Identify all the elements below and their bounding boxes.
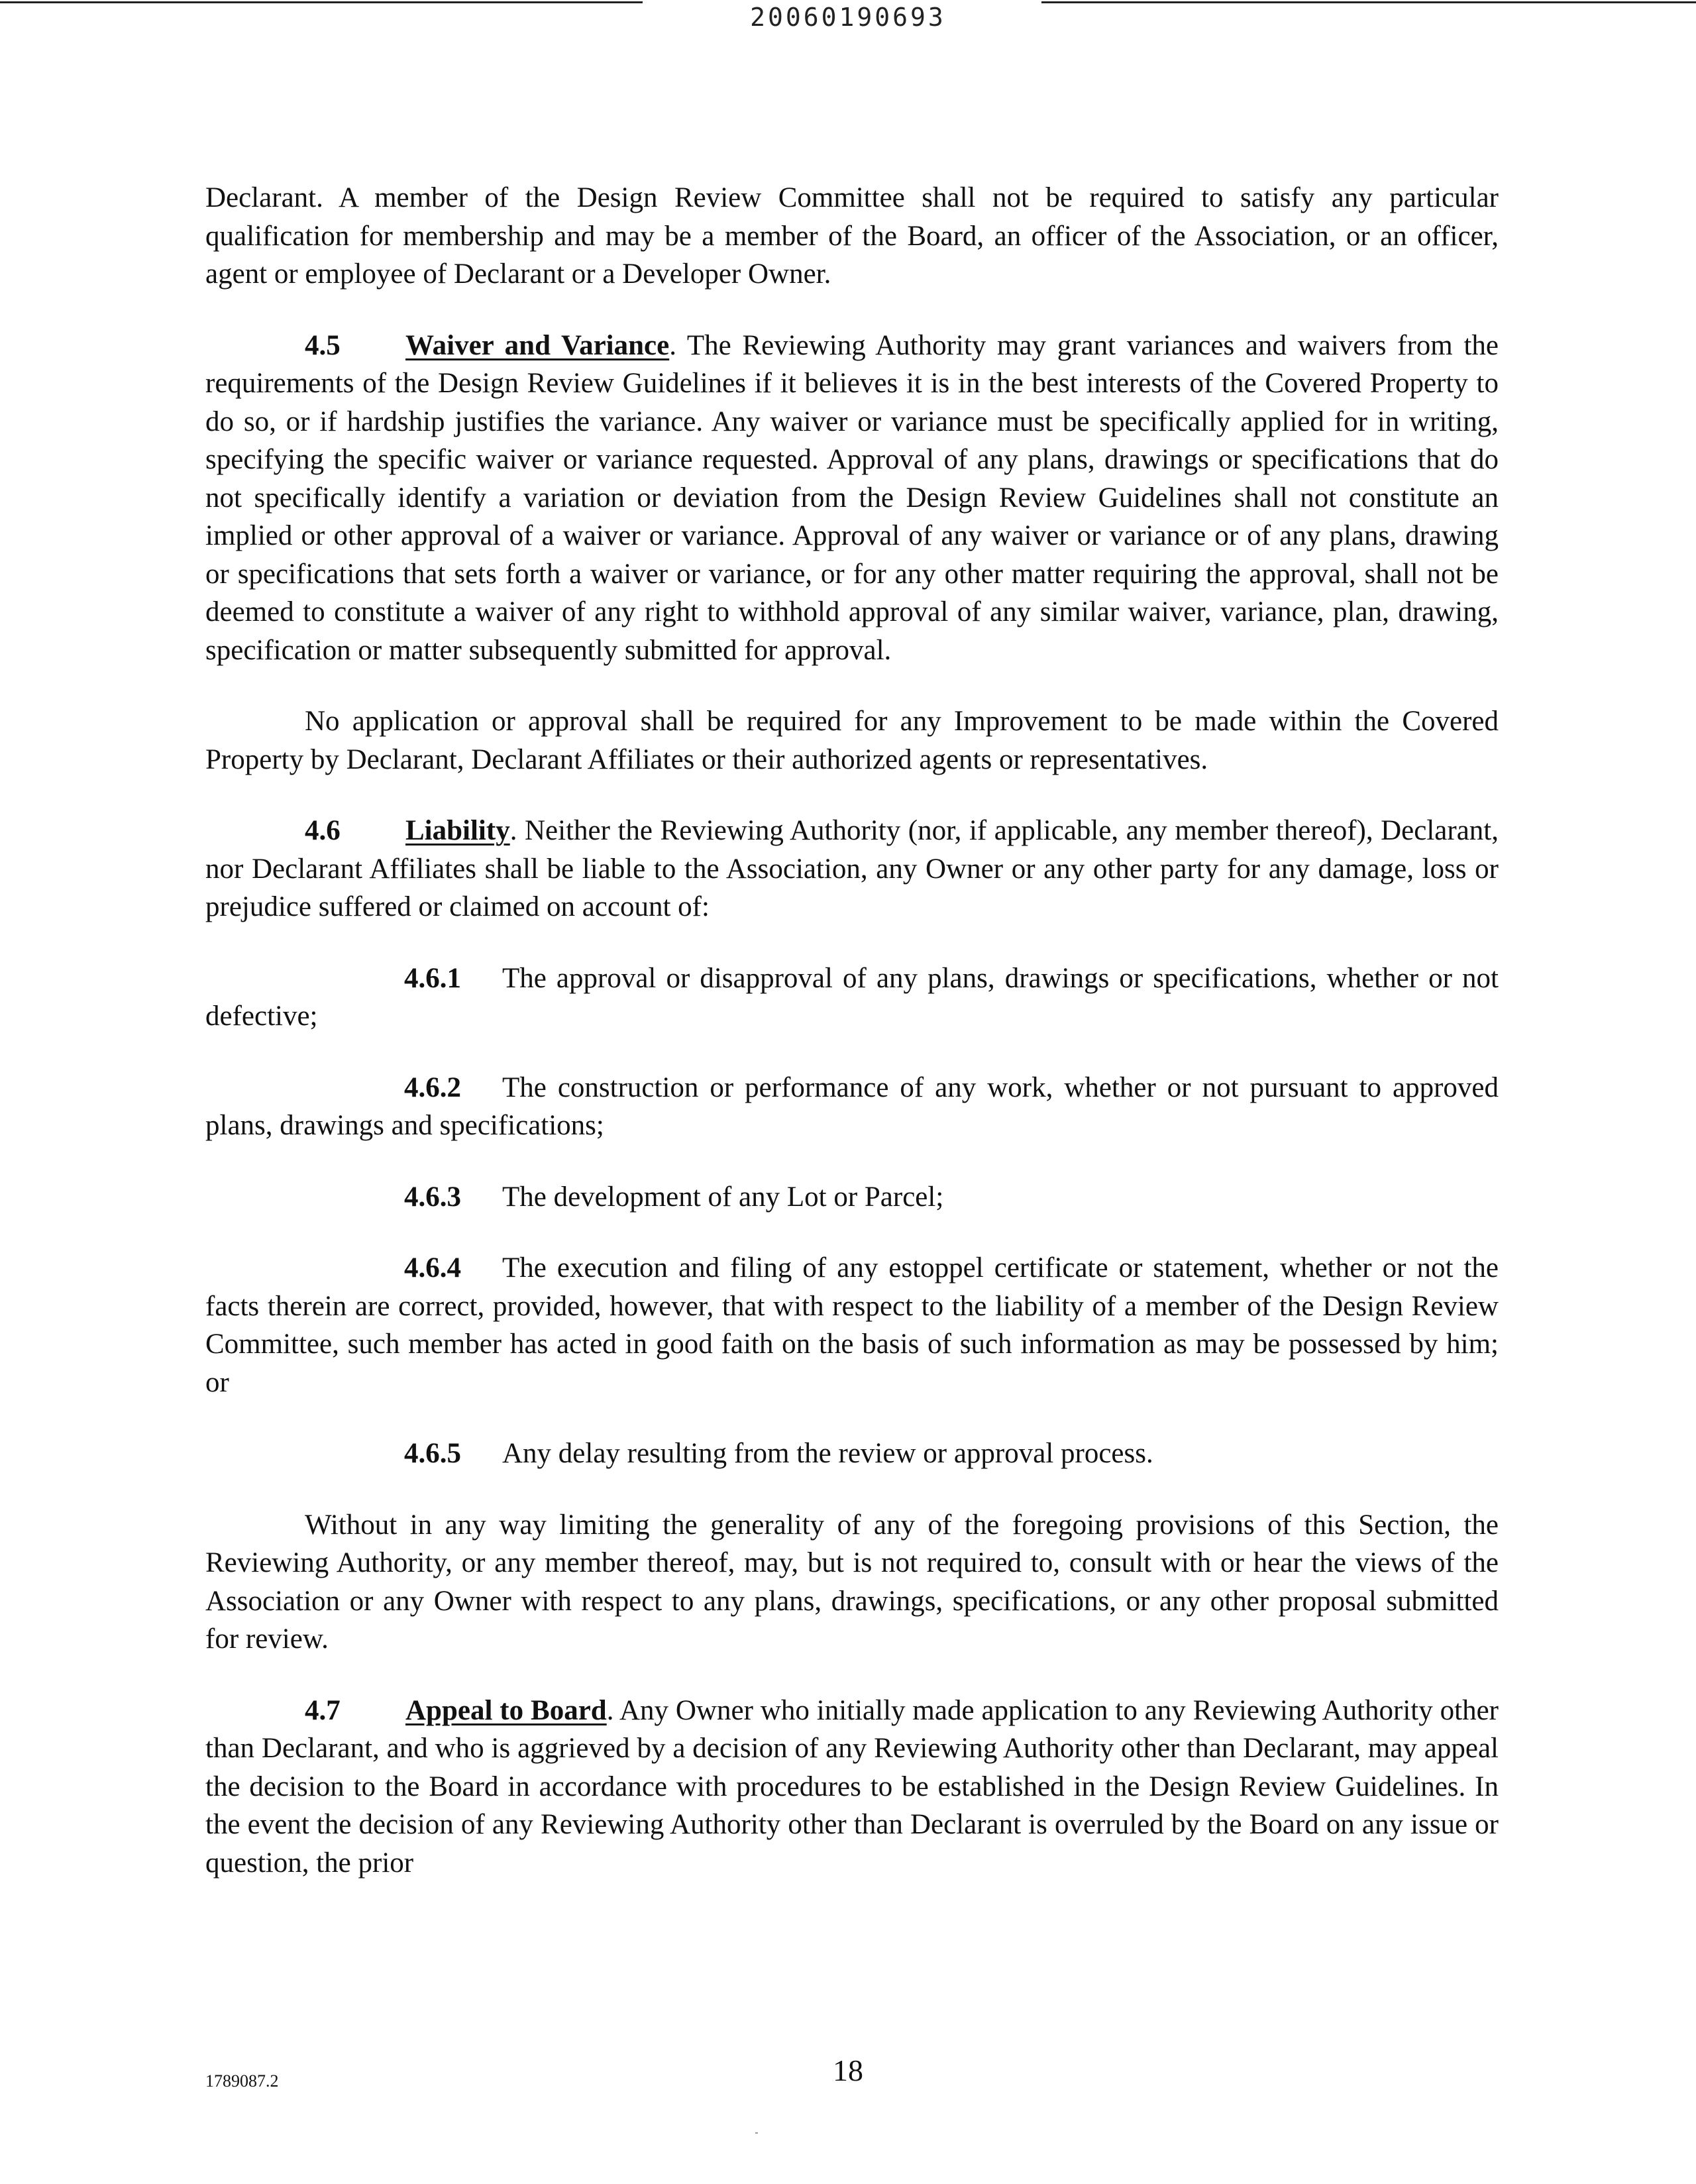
section-4-5 bbox=[205, 327, 1499, 670]
section-heading: Waiver and Variance bbox=[405, 329, 670, 361]
section-4-6 bbox=[205, 812, 1499, 926]
subsection-number: 4.6.1 bbox=[404, 962, 461, 994]
subsection-text: The construction or performance of any work, whether or not pursuant to approved plans, drawings and specifications; bbox=[205, 1071, 1499, 1141]
subsection-text: Any delay resulting from the review or approval process. bbox=[502, 1438, 1153, 1469]
subsection-number: 4.6.3 bbox=[404, 1181, 461, 1213]
document-number: 20060190693 bbox=[750, 3, 946, 32]
subsection-number: 4.6.4 bbox=[404, 1252, 461, 1283]
paragraph-continuation: Declarant. A member of the Design Review Committee shall not be required to satisfy any particular qualification for membership and may be a member of the Board, an officer of the Association, or an officer, agent or employee of Declarant or a Developer Owner. bbox=[205, 182, 1499, 290]
footer-document-code: 1789087.2 bbox=[205, 2071, 279, 2091]
paragraph-no-application: No application or approval shall be required for any Improvement to be made within the Covered Property by Declarant, Declarant Affiliates or their authorized agents or representatives. bbox=[205, 706, 1499, 775]
section-number: 4.5 bbox=[305, 329, 341, 361]
subsection-4-6-3 bbox=[205, 1178, 1499, 1217]
subsection-4-6-4 bbox=[205, 1249, 1499, 1401]
section-text: . The Reviewing Authority may grant variances and waivers from the requirements of the Design Review Guidelines if it believes it is in the best interests of the Covered Property to do so, or if hardship justifies the variance. Any waiver or variance must be specifically applied for in writing, specifying the specific waiver or variance requested. Approval of any plans, drawings or specifications that do not specifically identify a variation or deviation from the Design Review Guidelines shall not constitute an implied or other approval of a waiver or variance. Approval of any waiver or variance or of any plans, drawing or specifications that sets forth a waiver or variance, or for any other matter requiring the approval, shall not be deemed to constitute a waiver of any right to withhold approval of any similar waiver, variance, plan, drawing, specification or matter subsequently submitted for approval. bbox=[205, 329, 1499, 666]
section-heading: Appeal to Board bbox=[405, 1694, 607, 1726]
subsection-4-6-1 bbox=[205, 959, 1499, 1036]
scan-artifact bbox=[755, 2132, 758, 2134]
subsection-4-6-2 bbox=[205, 1069, 1499, 1145]
subsection-number: 4.6.2 bbox=[404, 1071, 461, 1103]
section-4-7 bbox=[205, 1692, 1499, 1883]
page-number: 18 bbox=[833, 2053, 863, 2087]
subsection-text: The execution and filing of any estoppel certificate or statement, whether or not the facts therein are correct, provided, however, that with respect to the liability of a member of the Design Review Committee, such member has acted in good faith on the basis of such information as may be possessed by him; or bbox=[205, 1252, 1499, 1398]
document-body bbox=[205, 179, 1499, 1915]
section-text: . Any Owner who initially made application to any Reviewing Authority other than Declarant, and who is aggrieved by a decision of any Reviewing Authority other than Declarant, may appeal the decision to the Board in accordance with procedures to be established in the Design Review Guidelines. In the event the decision of any Reviewing Authority other than Declarant is overruled by the Board on any issue or question, the prior bbox=[205, 1694, 1499, 1879]
paragraph-without-limiting: Without in any way limiting the generality of any of the foregoing provisions of this Section, the Reviewing Authority, or any member thereof, may, but is not required to, consult with or hear the views of the Association or any Owner with respect to any plans, drawings, specifications, or any other proposal submitted for review. bbox=[205, 1509, 1499, 1655]
subsection-text: The approval or disapproval of any plans, drawings or specifications, whether or not defective; bbox=[205, 962, 1499, 1032]
section-number: 4.6 bbox=[305, 815, 341, 846]
subsection-text: The development of any Lot or Parcel; bbox=[502, 1181, 944, 1213]
section-number: 4.7 bbox=[305, 1694, 341, 1726]
subsection-4-6-5 bbox=[205, 1435, 1499, 1473]
section-text: . Neither the Reviewing Authority (nor, if applicable, any member thereof), Declarant, nor Declarant Affiliates shall be liable to the Association, any Owner or any other party for any damage, loss or prejudice suffered or claimed on account of: bbox=[205, 815, 1499, 922]
subsection-number: 4.6.5 bbox=[404, 1438, 461, 1469]
section-heading: Liability bbox=[405, 815, 510, 846]
